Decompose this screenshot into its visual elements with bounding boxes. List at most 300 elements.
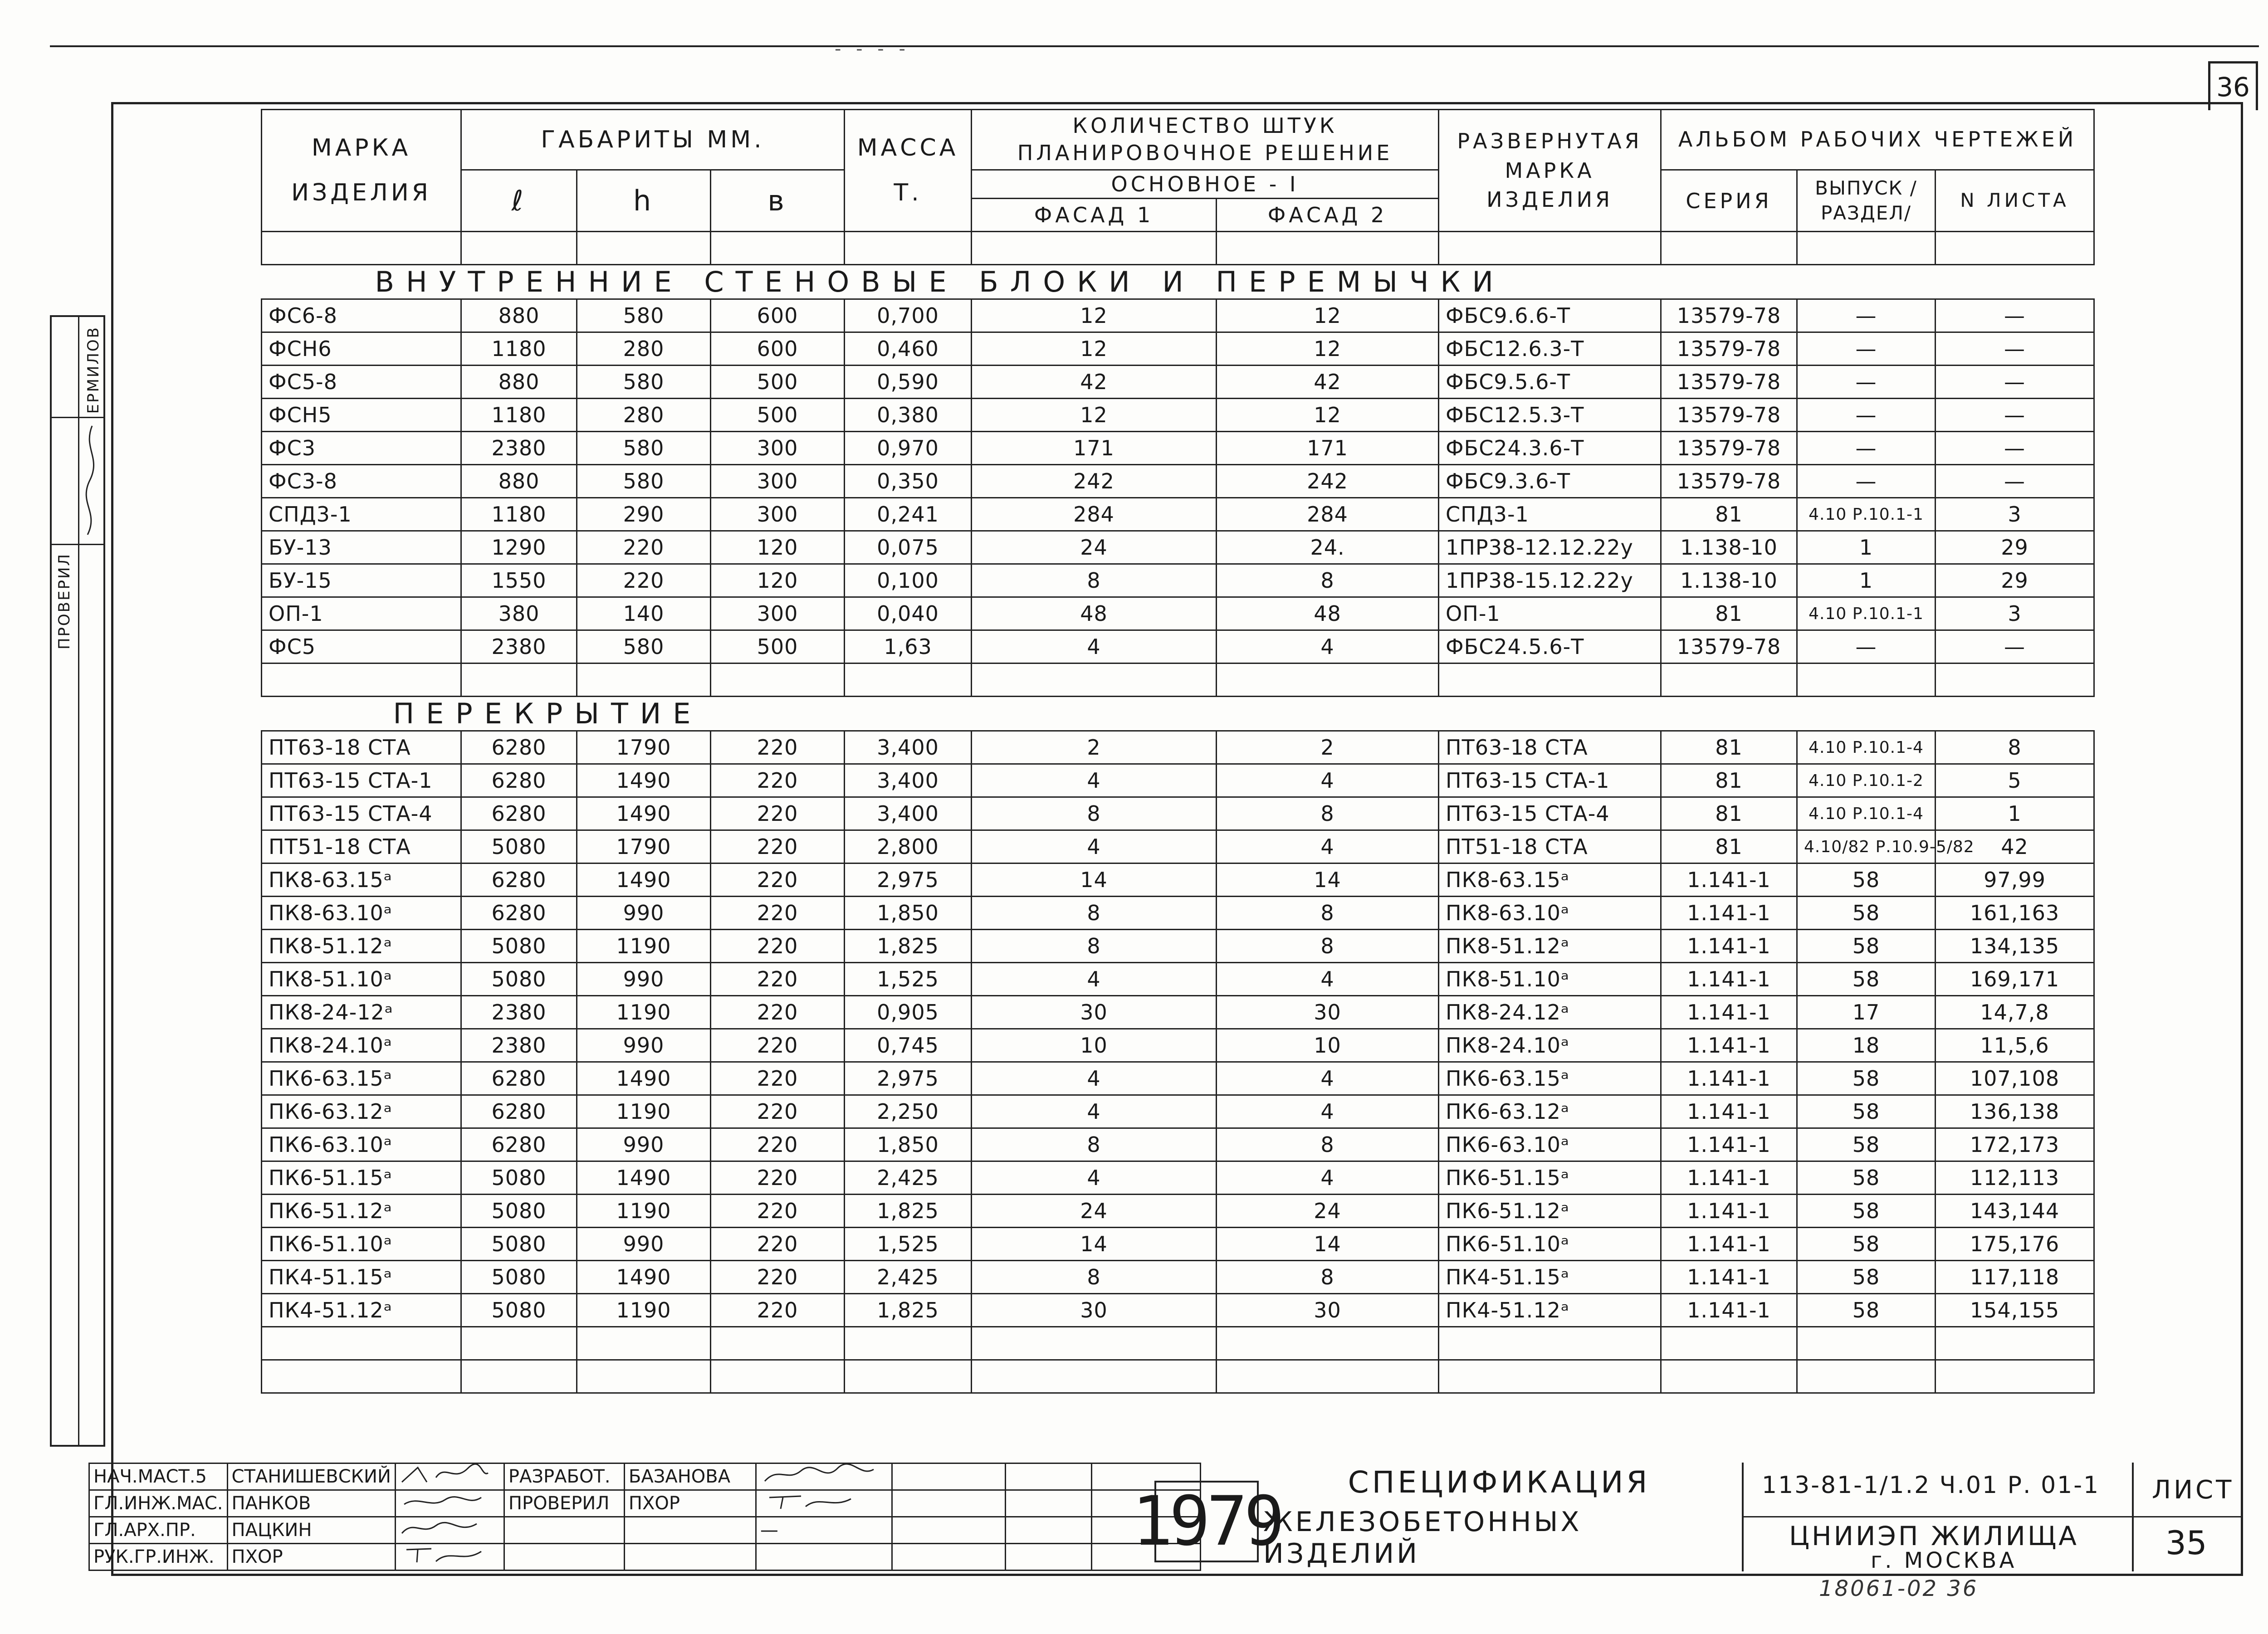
cell-mark: ПК8-51.10ᵃ: [262, 963, 461, 996]
cell-series: 1.141-1: [1661, 1294, 1797, 1327]
cell-unfolded-mark: ПК8-63.10ᵃ: [1439, 897, 1661, 930]
stamp-developer-name: БАЗАНОВА: [624, 1463, 756, 1490]
cell-facade1: 12: [972, 399, 1217, 432]
cell-unfolded-mark: ПТ51-18 СТА: [1439, 830, 1661, 863]
header-mark: МАРКА ИЗДЕЛИЯ: [262, 110, 461, 232]
cell-sheet: —: [1936, 432, 2094, 465]
cell-unfolded-mark: ПК6-63.15ᵃ: [1439, 1062, 1661, 1095]
cell-height: 580: [577, 432, 711, 465]
stamp-role-3: ГЛ.АРХ.ПР.: [89, 1517, 228, 1544]
cell-series: 1.141-1: [1661, 1029, 1797, 1062]
cell-length: 6280: [461, 863, 577, 897]
header-basic: ОСНОВНОЕ - I: [972, 170, 1439, 199]
cell-sheet: 5: [1936, 764, 2094, 797]
section-row: [262, 697, 2094, 731]
side-stamp: [50, 315, 105, 1447]
table-row: [262, 564, 2094, 597]
cell-series: 1.141-1: [1661, 930, 1797, 963]
cell-length: 5080: [461, 1261, 577, 1294]
cell-mass: 0,460: [845, 332, 972, 366]
cell-unfolded-mark: ПК8-24.10ᵃ: [1439, 1029, 1661, 1062]
stamp-dash: —: [756, 1517, 892, 1544]
cell-facade1: 4: [972, 1062, 1217, 1095]
cell-issue: 18: [1797, 1029, 1936, 1062]
cell-sheet: 136,138: [1936, 1095, 2094, 1128]
empty-row: [262, 1360, 2094, 1393]
cell-series: 1.141-1: [1661, 1095, 1797, 1128]
cell-issue: —: [1797, 399, 1936, 432]
stamp-role-1: НАЧ.МАСТ.5: [89, 1463, 228, 1490]
cell-mark: БУ-13: [262, 531, 461, 564]
cell-mass: 3,400: [845, 797, 972, 830]
cell-width: 300: [711, 465, 845, 498]
table-row: [262, 830, 2094, 863]
cell-height: 1790: [577, 830, 711, 863]
top-border-line: [50, 45, 2259, 47]
cell-mass: 2,250: [845, 1095, 972, 1128]
table-row: [262, 930, 2094, 963]
cell-length: 1180: [461, 498, 577, 531]
cell-length: 5080: [461, 1228, 577, 1261]
cell-facade1: 2: [972, 731, 1217, 764]
cell-sheet: 3: [1936, 597, 2094, 630]
stamp-signature-4: [395, 1544, 504, 1571]
cell-sheet: 134,135: [1936, 930, 2094, 963]
cell-mark: ПК6-63.10ᵃ: [262, 1128, 461, 1161]
section-row: [262, 265, 2094, 299]
table-row: [262, 465, 2094, 498]
cell-mark: ФС5-8: [262, 366, 461, 399]
cell-mark: БУ-15: [262, 564, 461, 597]
cell-issue: —: [1797, 366, 1936, 399]
table-row: [262, 1261, 2094, 1294]
stamp-name-3: ПАЦКИН: [227, 1517, 395, 1544]
cell-mass: 1,525: [845, 963, 972, 996]
cell-length: 1290: [461, 531, 577, 564]
cell-height: 1490: [577, 1261, 711, 1294]
cell-facade1: 8: [972, 797, 1217, 830]
table-row: [262, 597, 2094, 630]
cell-width: 220: [711, 1161, 845, 1195]
cell-facade2: 4: [1217, 764, 1439, 797]
cell-series: 1.141-1: [1661, 1228, 1797, 1261]
cell-width: 220: [711, 863, 845, 897]
cell-issue: 58: [1797, 1128, 1936, 1161]
cell-mark: ПК6-51.12ᵃ: [262, 1195, 461, 1228]
sheet-number: 35: [2165, 1524, 2207, 1562]
cell-mass: 2,425: [845, 1161, 972, 1195]
cell-length: 6280: [461, 764, 577, 797]
cell-mass: 0,970: [845, 432, 972, 465]
cell-issue: 58: [1797, 963, 1936, 996]
cell-series: 1.138-10: [1661, 564, 1797, 597]
cell-unfolded-mark: ФБС9.3.6-Т: [1439, 465, 1661, 498]
cell-mass: 2,425: [845, 1261, 972, 1294]
cell-height: 1190: [577, 1294, 711, 1327]
table-row: [262, 1029, 2094, 1062]
cell-mass: 1,850: [845, 1128, 972, 1161]
cell-sheet: 29: [1936, 531, 2094, 564]
table-row: [262, 1161, 2094, 1195]
title-line-1: СПЕЦИФИКАЦИЯ: [1348, 1464, 1651, 1500]
stamp-signature-3: [395, 1517, 504, 1544]
cell-unfolded-mark: ПК4-51.12ᵃ: [1439, 1294, 1661, 1327]
cell-width: 500: [711, 366, 845, 399]
cell-unfolded-mark: ПК8-63.15ᵃ: [1439, 863, 1661, 897]
cell-facade2: 30: [1217, 996, 1439, 1029]
sheet-number-block: [2132, 1463, 2243, 1571]
cell-mark: ФС3: [262, 432, 461, 465]
cell-mass: 2,975: [845, 863, 972, 897]
cell-mark: ПТ51-18 СТА: [262, 830, 461, 863]
header-issue: ВЫПУСК /РАЗДЕЛ/: [1797, 170, 1936, 232]
cell-mass: 0,350: [845, 465, 972, 498]
cell-issue: 4.10 Р.10.1-4: [1797, 731, 1936, 764]
cell-width: 220: [711, 1294, 845, 1327]
cell-height: 220: [577, 531, 711, 564]
cell-width: 220: [711, 1195, 845, 1228]
table-row: [262, 797, 2094, 830]
table-row: [262, 1095, 2094, 1128]
cell-mass: 1,825: [845, 1195, 972, 1228]
cell-facade1: 8: [972, 564, 1217, 597]
cell-issue: 1: [1797, 564, 1936, 597]
table-row: [262, 498, 2094, 531]
cell-mass: 0,905: [845, 996, 972, 1029]
cell-mark: ПК8-24.10ᵃ: [262, 1029, 461, 1062]
stamp-role-2: ГЛ.ИНЖ.МАС.: [89, 1490, 228, 1517]
cell-length: 5080: [461, 1294, 577, 1327]
cell-unfolded-mark: ФБС12.6.3-Т: [1439, 332, 1661, 366]
cell-issue: 4.10 Р.10.1-1: [1797, 597, 1936, 630]
header-facade1: ФАСАД 1: [972, 199, 1217, 232]
cell-height: 1490: [577, 764, 711, 797]
cell-width: 120: [711, 531, 845, 564]
cell-sheet: 8: [1936, 731, 2094, 764]
cell-length: 5080: [461, 963, 577, 996]
table-row: [262, 963, 2094, 996]
cell-unfolded-mark: 1ПР38-12.12.22у: [1439, 531, 1661, 564]
cell-sheet: 3: [1936, 498, 2094, 531]
cell-issue: 4.10 Р.10.1-4: [1797, 797, 1936, 830]
cell-height: 1190: [577, 1195, 711, 1228]
header-series: СЕРИЯ: [1661, 170, 1797, 232]
cell-facade1: 30: [972, 996, 1217, 1029]
cell-width: 500: [711, 630, 845, 663]
cell-length: 5080: [461, 830, 577, 863]
cell-facade2: 4: [1217, 1095, 1439, 1128]
sheet-label: ЛИСТ: [2152, 1475, 2234, 1505]
empty-row: [262, 663, 2094, 697]
table-row: [262, 1062, 2094, 1095]
cell-facade2: 14: [1217, 1228, 1439, 1261]
cell-sheet: —: [1936, 465, 2094, 498]
cell-length: 6280: [461, 1062, 577, 1095]
cell-unfolded-mark: ФБС9.5.6-Т: [1439, 366, 1661, 399]
table-row: [262, 531, 2094, 564]
table-body: [262, 265, 2094, 1393]
cell-unfolded-mark: ПТ63-15 СТА-1: [1439, 764, 1661, 797]
cell-mass: 1,850: [845, 897, 972, 930]
cell-unfolded-mark: ПТ63-15 СТА-4: [1439, 797, 1661, 830]
page-number: 36: [2208, 61, 2258, 110]
cell-length: 6280: [461, 1095, 577, 1128]
cell-facade1: 42: [972, 366, 1217, 399]
table-row: [262, 731, 2094, 764]
cell-facade2: 24: [1217, 1195, 1439, 1228]
cell-series: 13579-78: [1661, 432, 1797, 465]
cell-height: 990: [577, 897, 711, 930]
cell-series: 13579-78: [1661, 366, 1797, 399]
cell-width: 500: [711, 399, 845, 432]
side-stamp-name: ЕРМИЛОВ: [84, 326, 103, 414]
cell-mass: 0,241: [845, 498, 972, 531]
stamp-signature-2: [395, 1490, 504, 1517]
cell-mass: 0,700: [845, 299, 972, 332]
cell-mass: 3,400: [845, 764, 972, 797]
cell-height: 1490: [577, 1161, 711, 1195]
cell-mark: ОП-1: [262, 597, 461, 630]
header-qty: КОЛИЧЕСТВО ШТУК ПЛАНИРОВОЧНОЕ РЕШЕНИЕ: [972, 110, 1439, 170]
cell-sheet: 11,5,6: [1936, 1029, 2094, 1062]
cell-issue: 58: [1797, 1294, 1936, 1327]
cell-length: 5080: [461, 1161, 577, 1195]
cell-height: 220: [577, 564, 711, 597]
cell-series: 13579-78: [1661, 630, 1797, 663]
cell-facade1: 4: [972, 1161, 1217, 1195]
cell-facade1: 12: [972, 299, 1217, 332]
cell-facade2: 2: [1217, 731, 1439, 764]
cell-series: 81: [1661, 731, 1797, 764]
stamp-checker-name: ПХОР: [624, 1490, 756, 1517]
cell-mark: ПК6-51.15ᵃ: [262, 1161, 461, 1195]
cell-width: 220: [711, 731, 845, 764]
cell-mark: ФСН6: [262, 332, 461, 366]
cell-issue: 58: [1797, 1161, 1936, 1195]
cell-facade2: 12: [1217, 399, 1439, 432]
cell-series: 1.141-1: [1661, 1195, 1797, 1228]
cell-sheet: —: [1936, 630, 2094, 663]
header-l: ℓ: [461, 170, 577, 232]
cell-width: 220: [711, 830, 845, 863]
stamp-signature-1: [395, 1463, 504, 1490]
cell-unfolded-mark: ПК8-51.10ᵃ: [1439, 963, 1661, 996]
cell-sheet: 107,108: [1936, 1062, 2094, 1095]
cell-length: 2380: [461, 432, 577, 465]
cell-mark: ПК6-63.15ᵃ: [262, 1062, 461, 1095]
cell-issue: 58: [1797, 897, 1936, 930]
cell-facade1: 4: [972, 963, 1217, 996]
cell-series: 81: [1661, 830, 1797, 863]
cell-series: 1.141-1: [1661, 897, 1797, 930]
cell-width: 300: [711, 597, 845, 630]
cell-width: 220: [711, 1228, 845, 1261]
cell-width: 220: [711, 764, 845, 797]
header-album: АЛЬБОМ РАБОЧИХ ЧЕРТЕЖЕЙ: [1661, 110, 2094, 170]
cell-facade1: 8: [972, 897, 1217, 930]
cell-width: 220: [711, 930, 845, 963]
cell-height: 290: [577, 498, 711, 531]
cell-length: 880: [461, 366, 577, 399]
cell-mark: ПК4-51.12ᵃ: [262, 1294, 461, 1327]
cell-height: 990: [577, 1128, 711, 1161]
cell-facade1: 171: [972, 432, 1217, 465]
cell-mass: 2,800: [845, 830, 972, 863]
cell-series: 81: [1661, 597, 1797, 630]
stamp-name-2: ПАНКОВ: [227, 1490, 395, 1517]
cell-unfolded-mark: ПК6-51.10ᵃ: [1439, 1228, 1661, 1261]
cell-sheet: 117,118: [1936, 1261, 2094, 1294]
cell-height: 990: [577, 1029, 711, 1062]
cell-sheet: 42: [1936, 830, 2094, 863]
cell-facade1: 8: [972, 930, 1217, 963]
cell-height: 580: [577, 299, 711, 332]
table-row: [262, 897, 2094, 930]
cell-issue: 58: [1797, 863, 1936, 897]
cell-issue: —: [1797, 332, 1936, 366]
stamp-role-4: РУК.ГР.ИНЖ.: [89, 1544, 228, 1571]
organization-name: ЦНИИЭП ЖИЛИЩА: [1789, 1521, 2079, 1551]
cell-length: 2380: [461, 630, 577, 663]
cell-mass: 0,745: [845, 1029, 972, 1062]
cell-mass: 0,100: [845, 564, 972, 597]
cell-mass: 1,63: [845, 630, 972, 663]
cell-mark: ПТ63-15 СТА-4: [262, 797, 461, 830]
title-block-signatures: [88, 1463, 1201, 1571]
header-facade2: ФАСАД 2: [1217, 199, 1439, 232]
cell-facade1: 242: [972, 465, 1217, 498]
cell-unfolded-mark: ФБС12.5.3-Т: [1439, 399, 1661, 432]
cell-facade2: 4: [1217, 630, 1439, 663]
cell-mark: ПК4-51.15ᵃ: [262, 1261, 461, 1294]
cell-unfolded-mark: ПТ63-18 СТА: [1439, 731, 1661, 764]
cell-height: 1490: [577, 863, 711, 897]
cell-facade1: 48: [972, 597, 1217, 630]
cell-width: 220: [711, 1062, 845, 1095]
table-row: [262, 1195, 2094, 1228]
cell-facade2: 12: [1217, 332, 1439, 366]
cell-facade2: 8: [1217, 897, 1439, 930]
cell-width: 220: [711, 797, 845, 830]
cell-issue: 58: [1797, 1195, 1936, 1228]
cell-height: 280: [577, 399, 711, 432]
table-row: [262, 630, 2094, 663]
cell-mass: 1,525: [845, 1228, 972, 1261]
cell-facade1: 4: [972, 1095, 1217, 1128]
cell-height: 1490: [577, 797, 711, 830]
table-row: [262, 366, 2094, 399]
cell-facade2: 8: [1217, 1128, 1439, 1161]
handwritten-note: 18061-02 36: [1819, 1576, 1979, 1601]
cell-issue: 4.10/82 Р.10.9-5/82: [1797, 830, 1936, 863]
cell-length: 880: [461, 299, 577, 332]
cell-length: 6280: [461, 797, 577, 830]
cell-length: 6280: [461, 731, 577, 764]
cell-issue: —: [1797, 299, 1936, 332]
stamp-checker-signature: [756, 1490, 892, 1517]
table-row: [262, 863, 2094, 897]
year-stamp: 1979: [1154, 1481, 1259, 1562]
cell-unfolded-mark: СПД3-1: [1439, 498, 1661, 531]
cell-mass: 1,825: [845, 1294, 972, 1327]
cell-facade1: 4: [972, 830, 1217, 863]
table-row: [262, 399, 2094, 432]
cell-unfolded-mark: ПК8-24.12ᵃ: [1439, 996, 1661, 1029]
cell-facade2: 8: [1217, 797, 1439, 830]
cell-issue: 4.10 Р.10.1-2: [1797, 764, 1936, 797]
cell-sheet: —: [1936, 332, 2094, 366]
cell-facade2: 4: [1217, 1062, 1439, 1095]
top-dash-marks: - - - -: [835, 39, 910, 59]
empty-row: [262, 1327, 2094, 1360]
cell-series: 13579-78: [1661, 465, 1797, 498]
cell-height: 580: [577, 366, 711, 399]
cell-unfolded-mark: ФБС9.6.6-Т: [1439, 299, 1661, 332]
cell-issue: 4.10 Р.10.1-1: [1797, 498, 1936, 531]
cell-length: 6280: [461, 1128, 577, 1161]
cell-mark: СПД3-1: [262, 498, 461, 531]
cell-sheet: 175,176: [1936, 1228, 2094, 1261]
cell-unfolded-mark: ПК6-51.12ᵃ: [1439, 1195, 1661, 1228]
cell-facade1: 8: [972, 1128, 1217, 1161]
cell-sheet: 14,7,8: [1936, 996, 2094, 1029]
cell-facade2: 4: [1217, 1161, 1439, 1195]
cell-height: 990: [577, 963, 711, 996]
cell-sheet: 172,173: [1936, 1128, 2094, 1161]
cell-facade1: 4: [972, 630, 1217, 663]
cell-height: 1190: [577, 1095, 711, 1128]
header-h: h: [577, 170, 711, 232]
stamp-developer-signature: [756, 1463, 892, 1490]
table-row: [262, 1228, 2094, 1261]
cell-mark: ПТ63-15 СТА-1: [262, 764, 461, 797]
cell-facade2: 8: [1217, 1261, 1439, 1294]
cell-width: 220: [711, 963, 845, 996]
cell-series: 81: [1661, 498, 1797, 531]
cell-length: 380: [461, 597, 577, 630]
cell-unfolded-mark: ПК4-51.15ᵃ: [1439, 1261, 1661, 1294]
document-title: [1263, 1463, 1735, 1571]
cell-series: 13579-78: [1661, 299, 1797, 332]
cell-sheet: 97,99: [1936, 863, 2094, 897]
cell-facade1: 4: [972, 764, 1217, 797]
cell-width: 120: [711, 564, 845, 597]
cell-facade2: 14: [1217, 863, 1439, 897]
cell-length: 2380: [461, 1029, 577, 1062]
cell-facade2: 8: [1217, 930, 1439, 963]
cell-mark: ФС6-8: [262, 299, 461, 332]
cell-series: 1.141-1: [1661, 1161, 1797, 1195]
cell-facade2: 12: [1217, 299, 1439, 332]
cell-height: 140: [577, 597, 711, 630]
cell-facade2: 284: [1217, 498, 1439, 531]
cell-issue: 58: [1797, 1062, 1936, 1095]
cell-width: 300: [711, 432, 845, 465]
cell-height: 580: [577, 465, 711, 498]
cell-sheet: 154,155: [1936, 1294, 2094, 1327]
cell-issue: —: [1797, 630, 1936, 663]
cell-facade1: 14: [972, 1228, 1217, 1261]
cell-issue: 58: [1797, 930, 1936, 963]
title-line-2: ЖЕЛЕЗОБЕТОННЫХ ИЗДЕЛИЙ: [1263, 1506, 1582, 1570]
cell-unfolded-mark: ПК6-63.12ᵃ: [1439, 1095, 1661, 1128]
cell-facade2: 4: [1217, 830, 1439, 863]
table-row: [262, 1294, 2094, 1327]
cell-sheet: —: [1936, 399, 2094, 432]
cell-width: 600: [711, 299, 845, 332]
cell-mark: ПК6-63.12ᵃ: [262, 1095, 461, 1128]
cell-facade2: 24.: [1217, 531, 1439, 564]
